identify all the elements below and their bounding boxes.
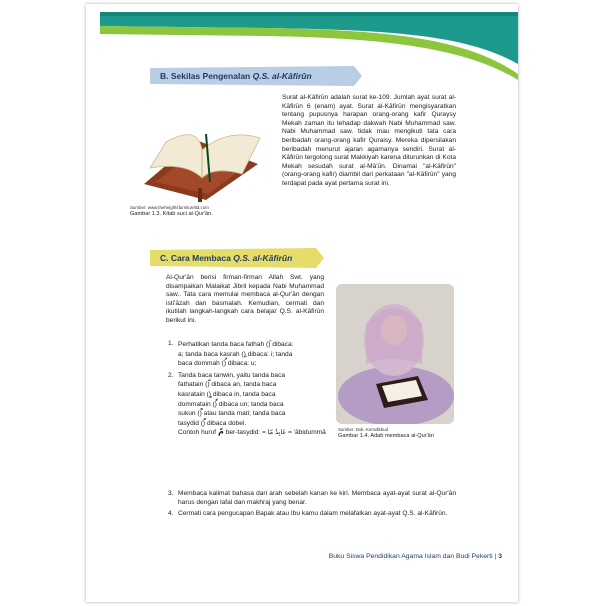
footer-book-title: Buku Siswa Pendidikan Agama Islam dan Budi Pekerti |: [328, 553, 497, 560]
list-item: 3. Membaca kalimat bahasa dari arah sebelah kanan ke kiri. Membaca ayat-ayat surat al-Qur'ān harus dengan lafal dan makhraj yang benar.: [168, 490, 456, 506]
quran-stand-image: [136, 104, 266, 204]
reading-steps-list: [168, 340, 326, 441]
list-item: 1. Perhatikan tanda baca fathah () dibaca: a; tanda baca kasrah () dibaca: i; tanda baca dommah () dibaca: u;: [168, 340, 294, 368]
girl-reading-image: [336, 284, 454, 424]
figure-1-4-label: Gambar 1.4. Adab membaca al-Qur'ān: [338, 433, 434, 439]
figure-1-3-label: Gambar 1.3. Kitab suci al-Qur'ān.: [130, 211, 213, 217]
figure-1-3-caption: [130, 204, 270, 218]
figure-1-4-caption: [338, 426, 458, 440]
page-number: 3: [498, 553, 502, 560]
section-c-intro: Al-Qur'ān berisi firman-firman Allah Swt. yang disampaikan Malaikat Jibril kepada Nabi Muhammad saw.. Tata cara memulai membaca al-Qur'ān dengan isti'āzah dan basmalah. Kemudian, cermati dan ikutilah langkah-langkah cara belajar Q.S. al-Kāfirūn berikut ini.: [166, 274, 324, 324]
section-b-paragraph: Surat al-Kāfirūn adalah surat ke-109. Jumlah ayat surat al-Kāfirūn 6 (enam) ayat. Surat al-Kāfirūn mengisyaratkan tentang pupusnya harapan orang-orang kafir Quraysy Mekah zaman itu tehadap dakwah Nabi Muhammad saw. Nabi Muhammad saw. tidak mau mengikuti tata cara beribadah orang-orang kafir Quraisy. Mereka dipersilakan beribadah menurut ajaran agamanya sendiri. Surat al-Kāfirūn tergolong surat Makkiyah karena diturunkan di Kota Mekah sesudah surat al-Mā'ūn. Dinamai "al-Kāfirūn" (orang-orang kafir) diambil dari perkataan "al-Kāfirūn" yang terdapat pada ayat pertama surat ini.: [282, 94, 456, 187]
section-c-title: C. Cara Membaca Q.S. al-Kāfirūn: [160, 253, 293, 263]
reading-steps-list-wide: [168, 490, 456, 522]
section-c-banner: [150, 248, 324, 268]
figure-1-3-source: Sumber: www.theheightsfurnitureltd.com: [130, 205, 209, 210]
section-b-banner: [150, 66, 362, 86]
section-b-title: B. Sekilas Pengenalan Q.S. al-Kāfirūn: [160, 71, 312, 81]
list-item: 2. Tanda baca tanwin, yaitu tanda baca fathatain () dibaca an, tanda baca kasratain () dibaca in, tanda baca dommatain () dibaca un; tanda baca sukun () atau tanda mati; tanda baca tasydid () dibaca dobel. Contoh huruf مّ ber-tasydid: = عَابِدٌ مّا = 'ābidummā: [168, 371, 326, 437]
page-footer: [329, 553, 502, 560]
book-page: [86, 4, 518, 602]
figure-1-4-source: Sumber: Dok. Kemdikbud: [338, 427, 389, 432]
list-item: 4. Cermati cara pengucapan Bapak atau Ibu kamu dalam melafalkan ayat-ayat Q.S. al-Kāfirūn.: [168, 510, 448, 518]
